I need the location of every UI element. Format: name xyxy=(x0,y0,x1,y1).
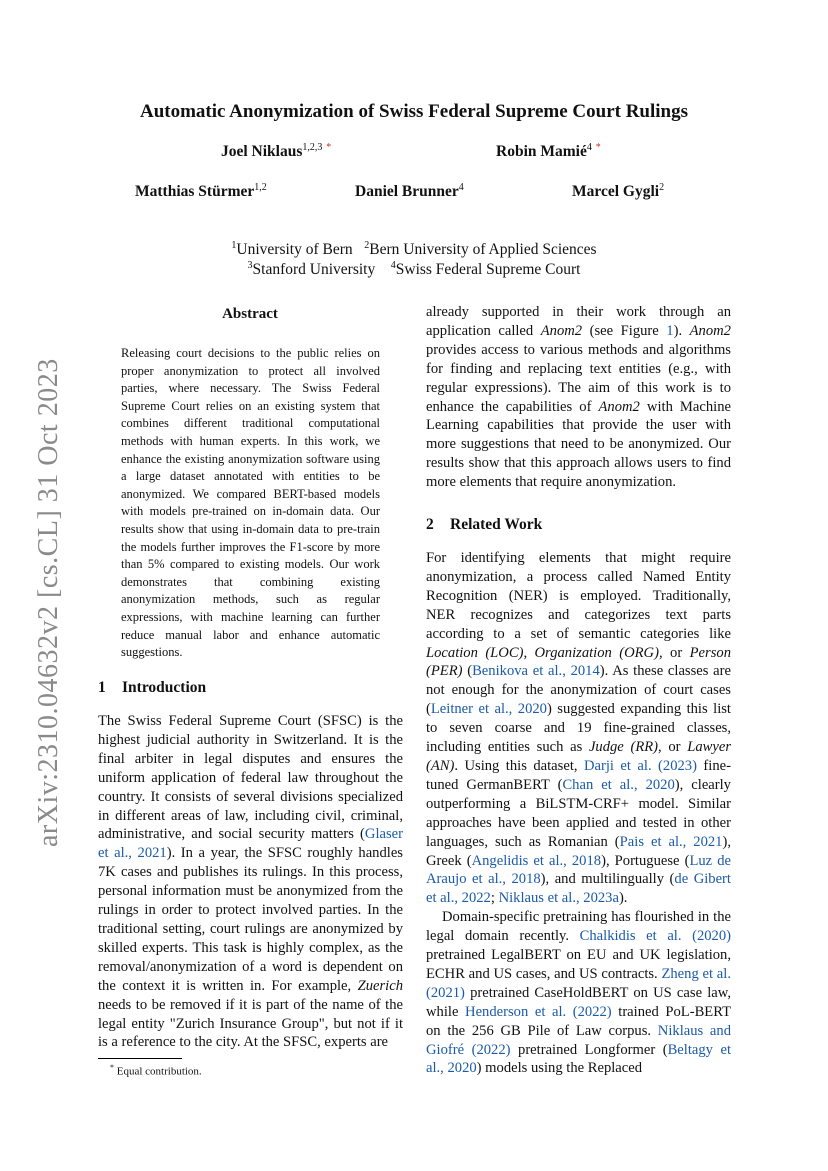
emphasis: Location (LOC) xyxy=(426,644,524,661)
citation-link[interactable]: Niklaus and Giofré (2022) xyxy=(426,1022,731,1058)
footnote xyxy=(110,1063,202,1078)
equal-contribution-star: * xyxy=(595,142,601,153)
citation-link[interactable]: Glaser et al., 2021 xyxy=(98,826,403,862)
citation-link[interactable]: Henderson et al. (2022) xyxy=(465,1003,612,1020)
text-run: pretrained CaseHoldBERT on US case law, while xyxy=(426,984,731,1020)
text-run: , or xyxy=(658,739,688,756)
emphasis: Zuerich xyxy=(357,977,403,994)
text-run: ). As these classes are not enough for the anonymization of court cases ( xyxy=(426,663,731,718)
text-run: pretrained Longformer ( xyxy=(510,1041,668,1058)
affiliations-line-2 xyxy=(0,260,828,279)
author-name: Robin Mamié xyxy=(496,143,587,161)
author-name: Matthias Stürmer xyxy=(135,183,255,201)
section-title: Introduction xyxy=(122,679,207,696)
footnote-text: Equal contribution. xyxy=(116,1065,202,1078)
paragraph xyxy=(426,549,731,908)
emphasis: Person (PER) xyxy=(426,644,731,680)
affil-sup: 3 xyxy=(247,260,253,271)
citation-link[interactable]: Zheng et al. (2021) xyxy=(426,965,731,1001)
citation-link[interactable]: Darji et al. (2023) xyxy=(583,757,697,774)
arxiv-identifier: arXiv:2310.04632v2 [cs.CL] 31 Oct 2023 xyxy=(33,358,64,847)
introduction-body xyxy=(98,712,403,1052)
text-run: already supported in their work through an application called xyxy=(426,304,731,339)
citation-link[interactable]: Pais et al., 2021 xyxy=(619,833,723,850)
emphasis: Organization (ORG) xyxy=(534,644,659,661)
text-run: ), Greek ( xyxy=(426,833,731,869)
text-run: . Using this dataset, xyxy=(454,757,584,774)
text-run: ( xyxy=(462,663,473,680)
text-run: For identifying elements that might require anonymization, a process called Named Entity Recognition (NER) is employed. Traditionally, NER recognizes and categorizes text parts according to a set of semantic categories like xyxy=(426,550,731,642)
author-name: Marcel Gygli xyxy=(572,183,660,201)
text-run: ). xyxy=(618,890,628,907)
author-mamie xyxy=(496,142,601,161)
text-run: trained PoL-BERT on the 256 GB Pile of Law corpus. xyxy=(426,1003,731,1039)
author-name: Daniel Brunner xyxy=(355,183,459,201)
emphasis: Anom2 xyxy=(689,322,731,339)
text-run: ), and multilingually ( xyxy=(540,871,675,888)
author-affil-sup: 4 xyxy=(458,182,464,193)
emphasis: Judge (RR) xyxy=(588,739,659,756)
text-run: ; xyxy=(490,890,499,907)
paragraph xyxy=(98,712,403,1052)
citation-link[interactable]: Luz de Araujo et al., 2018 xyxy=(426,852,731,888)
author-niklaus xyxy=(221,142,331,161)
citation-link[interactable]: Leitner et al., 2020 xyxy=(430,701,547,718)
section-title: Related Work xyxy=(450,516,543,533)
text-run: ). xyxy=(673,322,690,339)
text-run: , xyxy=(523,644,535,661)
affil-sup: 4 xyxy=(390,260,396,271)
affiliation: Swiss Federal Supreme Court xyxy=(395,261,581,279)
citation-link[interactable]: Benikova et al., 2014 xyxy=(472,663,600,680)
affiliations-line-1 xyxy=(0,240,828,259)
related-work-body xyxy=(426,549,731,1078)
text-run: ), Portuguese ( xyxy=(601,852,690,869)
citation-link[interactable]: de Gibert et al., 2022 xyxy=(426,871,731,907)
section-heading-related-work xyxy=(426,516,542,534)
text-run: ) suggested expanding this list to seven coarse and 19 fine-grained classes, including entities such as xyxy=(426,701,731,756)
text-run: (see Figure xyxy=(582,322,667,339)
citation-link[interactable]: Niklaus et al., 2023a xyxy=(498,890,619,907)
equal-contribution-star: * xyxy=(326,142,332,153)
affiliation: University of Bern xyxy=(236,241,353,259)
text-run: provides access to various methods and algorithms for finding and replacing text entities (e.g., with regular expressions). The aim of this work is to enhance the capabilities of xyxy=(426,341,731,415)
section-heading-introduction xyxy=(98,679,206,697)
text-run: ). In a year, the SFSC roughly handles 7K cases and publishes its rulings. In this process, personal information must be anonymized from the rulings in order to protect involved parties. In the traditional setting, court rulings are anonymized by skilled experts. This task is highly complex, as the removal/anonymization of a word is dependent on the context it is written in. For example, xyxy=(98,845,403,994)
author-brunner xyxy=(355,182,464,201)
author-affil-sup: 2 xyxy=(659,182,665,193)
text-run: fine-tuned GermanBERT ( xyxy=(426,757,731,793)
text-run: ), clearly outperforming a BiLSTM-CRF+ model. Similar approaches have been applied and tested in other languages, such as Romanian ( xyxy=(426,776,731,850)
author-affil-sup: 4 xyxy=(586,142,592,153)
footnote-rule xyxy=(98,1058,182,1059)
author-gygli xyxy=(572,182,664,201)
author-sturmer xyxy=(135,182,267,201)
citation-link[interactable]: Beltagy et al., 2020 xyxy=(426,1041,731,1077)
abstract-heading: Abstract xyxy=(222,306,278,322)
text-run: ) models using the Replaced xyxy=(476,1060,643,1077)
paragraph xyxy=(426,303,731,492)
affiliation: Bern University of Applied Sciences xyxy=(369,241,597,259)
figure-link[interactable]: 1 xyxy=(666,322,674,339)
footnote-mark: * xyxy=(110,1063,114,1072)
abstract-text: Releasing court decisions to the public relies on proper anonymization to protect all involved parties, where necessary. The Swiss Federal Supreme Court relies on an existing system that combines different traditional computational methods with human experts. In this work, we enhance the existing anonymization software using a large dataset annotated with entities to be anonymized. We compared BERT-based models with models pre-trained on in-domain data. Our results show that using in-domain data to pre-train the models further improves the F1-score by more than 5% compared to existing models. Our work demonstrates that combining existing anonymization methods, such as regular expressions, with machine learning can further reduce manual labor and enhance automatic suggestions. xyxy=(121,346,380,660)
author-affil-sup: 1,2,3 xyxy=(302,142,323,153)
text-run: needs to be removed if it is part of the name of the legal entity "Zurich Insurance Group", but not if it is a reference to the city. At the SFSC, experts are xyxy=(98,996,403,1051)
paragraph xyxy=(426,908,731,1078)
section-number: 1 xyxy=(98,679,106,696)
author-name: Joel Niklaus xyxy=(221,143,303,161)
text-run: , or xyxy=(658,644,690,661)
citation-link[interactable]: Chan et al., 2020 xyxy=(562,776,675,793)
affil-sup: 1 xyxy=(231,240,237,251)
text-run: pretrained LegalBERT on EU and UK legislation, ECHR and US cases, and US contracts. xyxy=(426,947,731,982)
introduction-continuation xyxy=(426,303,731,492)
paper-title: Automatic Anonymization of Swiss Federal Supreme Court Rulings xyxy=(139,101,689,122)
text-run: with Machine Learning capabilities that provide the user with more suggestions that need to be anonymized. Our results show that this approach allows users to find more elements that require anonymization. xyxy=(426,398,731,491)
author-affil-sup: 1,2 xyxy=(254,182,267,193)
text-run: The Swiss Federal Supreme Court (SFSC) is the highest judicial authority in Switzerland. It is the final arbiter in legal disputes and ensures the uniform application of federal law throughout the country. It consists of several divisions specialized in different areas of law, including civil, criminal, administrative, and social security matters ( xyxy=(98,713,403,843)
affil-sup: 2 xyxy=(364,240,370,251)
emphasis: Anom2 xyxy=(598,398,640,415)
citation-link[interactable]: Chalkidis et al. (2020) xyxy=(579,928,732,945)
citation-link[interactable]: Angelidis et al., 2018 xyxy=(471,852,602,869)
emphasis: Anom2 xyxy=(540,322,583,339)
text-run: Domain-specific pretraining has flourished in the legal domain recently. xyxy=(426,909,731,945)
section-number: 2 xyxy=(426,516,434,533)
affiliation: Stanford University xyxy=(252,261,376,279)
emphasis: Lawyer (AN) xyxy=(426,739,731,774)
